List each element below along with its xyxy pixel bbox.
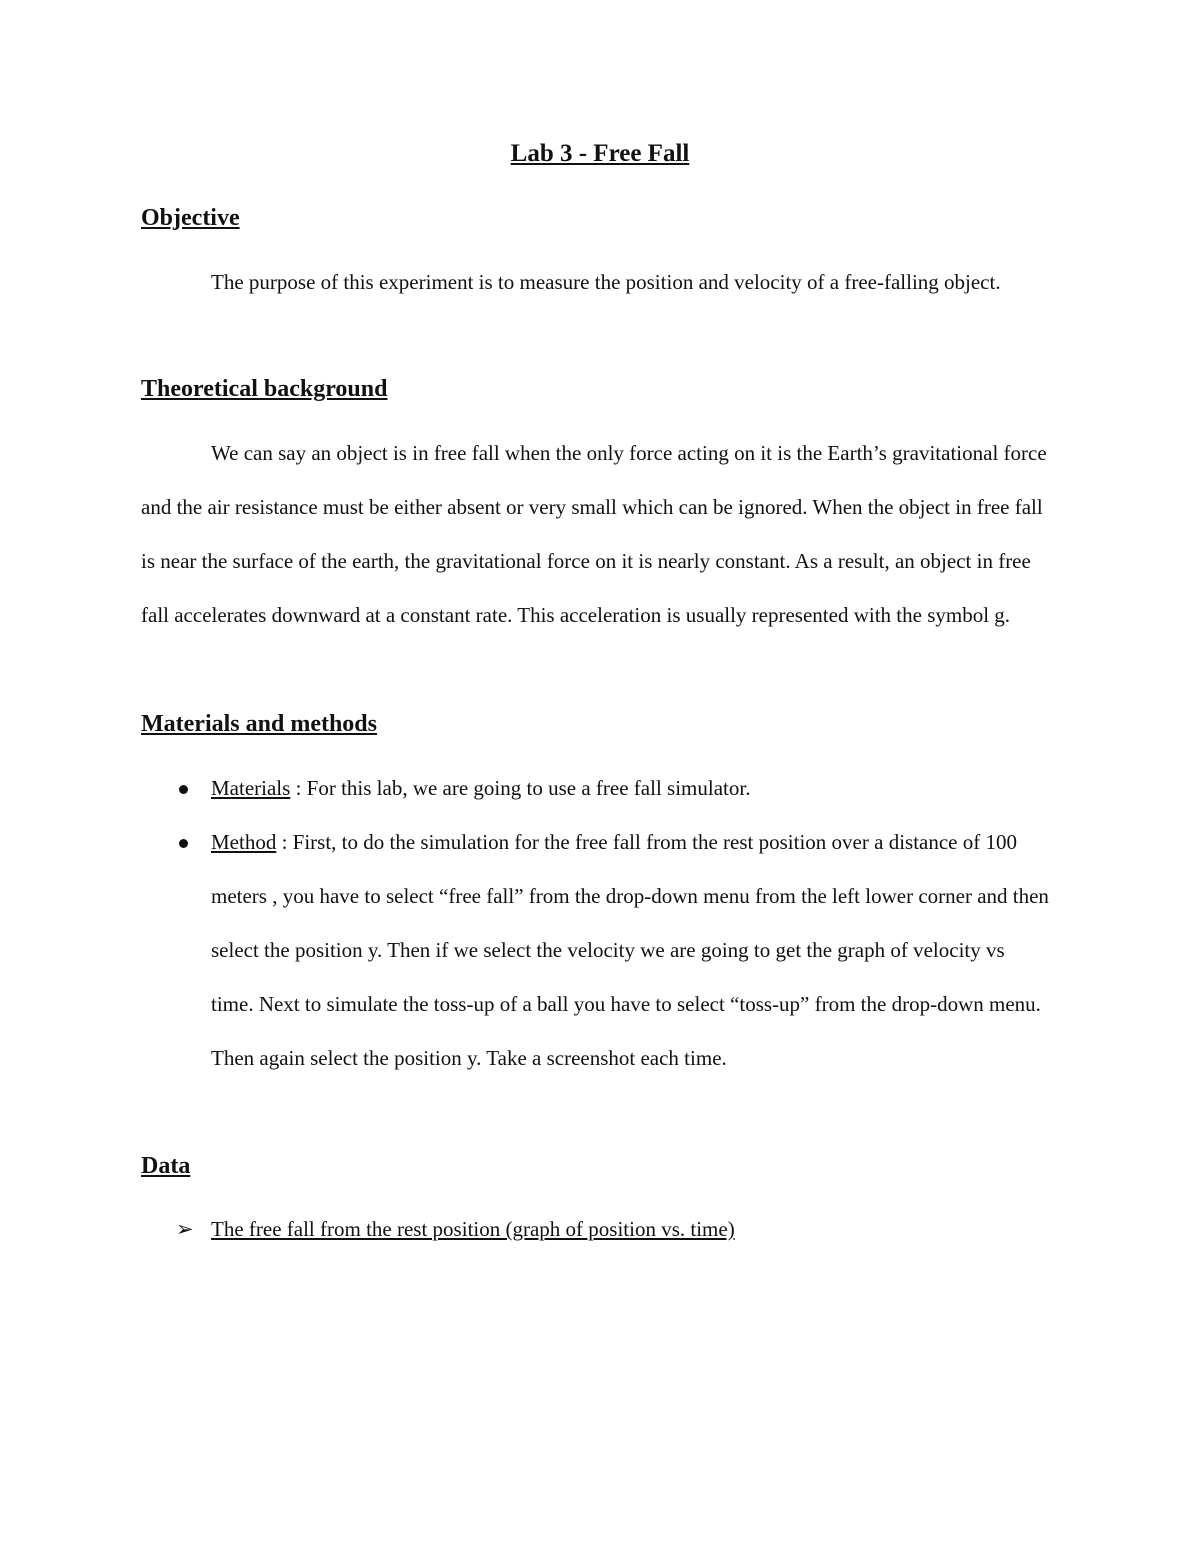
materials-methods-list	[141, 761, 1051, 1085]
data-list	[141, 1202, 1051, 1256]
materials-text: : For this lab, we are going to use a free fall simulator.	[290, 776, 751, 800]
objective-paragraph: The purpose of this experiment is to measure the position and velocity of a free-falling object.	[211, 270, 1001, 294]
method-label: Method	[211, 830, 277, 854]
theory-paragraph: We can say an object is in free fall when the only force acting on it is the Earth’s gravitational force and the air resistance must be either absent or very small which can be ignored. When the object in free fall is near the surface of the earth, the gravitational force on it is nearly constant. As a result, an object in free fall accelerates downward at a constant rate. This acceleration is usually represented with the symbol g.	[141, 441, 1047, 627]
data-heading: Data	[141, 1153, 191, 1179]
objective-heading: Objective	[141, 205, 240, 231]
theory-heading: Theoretical background	[141, 376, 388, 402]
materials-methods-heading: Materials and methods	[141, 711, 377, 737]
list-item-materials	[141, 761, 1051, 815]
list-item-method	[141, 815, 1051, 1085]
method-text: : First, to do the simulation for the free fall from the rest position over a distance of 100 meters , you have to select “free fall” from the drop-down menu from the left lower corner and then select the position y. Then if we select the velocity we are going to get the graph of velocity vs time. Next to simulate the toss-up of a ball you have to select “toss-up” from the drop-down menu. Then again select the position y. Take a screenshot each time.	[211, 830, 1049, 1070]
materials-label: Materials	[211, 776, 291, 800]
list-item-data	[141, 1202, 1051, 1256]
data-item-text: The free fall from the rest position (graph of position vs. time)	[211, 1217, 735, 1241]
bullet-dot-icon	[179, 839, 188, 848]
bullet-dot-icon	[179, 785, 188, 794]
document-title: Lab 3 - Free Fall	[510, 140, 690, 167]
arrow-bullet-icon: ➢	[176, 1217, 194, 1241]
